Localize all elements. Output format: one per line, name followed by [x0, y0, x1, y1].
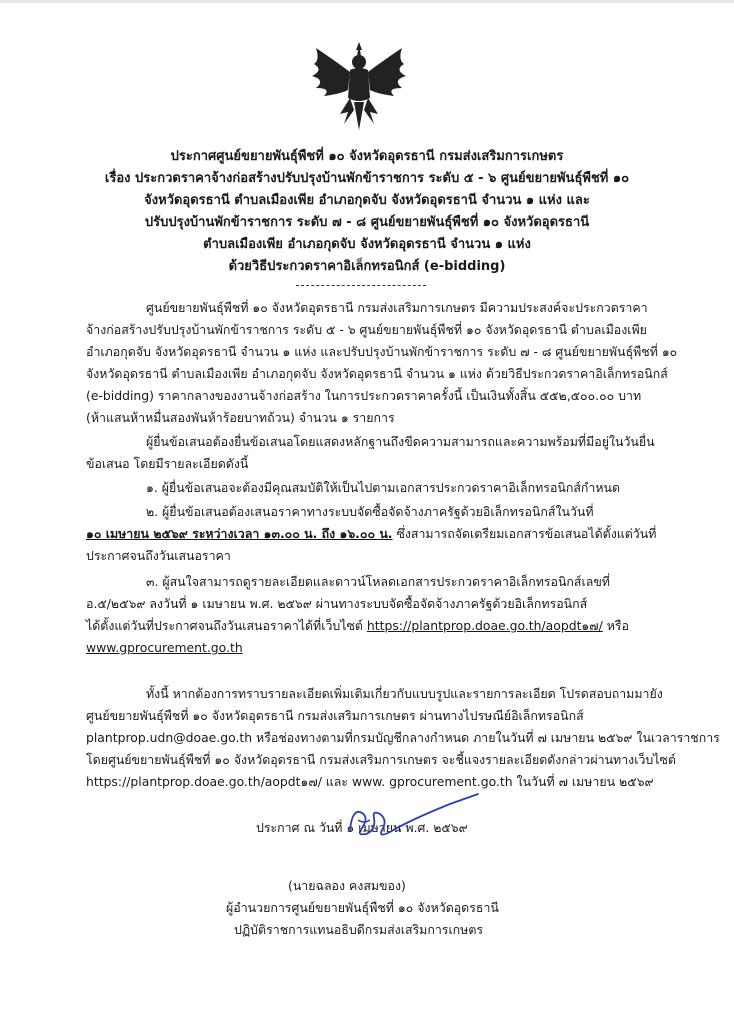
scan-edge [0, 0, 734, 3]
gprocurement-link[interactable]: www.gprocurement.go.th [86, 640, 243, 655]
garuda-emblem-icon [304, 40, 414, 132]
announce-date: ประกาศ ณ วันที่ ๑ เมษายน พ.ศ. ๒๕๖๙ [256, 820, 468, 835]
para1-line: อำเภอกุดจับ จังหวัดอุดรธานี จำนวน ๑ แห่ง และปรับปรุงบ้านพักข้าราชการ ระดับ ๗ - ๘ ศูนย์ขยายพันธุ์พืชที่ ๑๐ [86, 344, 678, 359]
item-2-line-2-rest: ซึ่งสามารถจัดเตรียมเอกสารข้อเสนอได้ตั้งแต่วันที่ [392, 526, 657, 541]
para3-line: plantprop.udn@doae.go.th หรือช่องทางตามที่กรมบัญชีกลางกำหนด ภายในวันที่ ๗ เมษายน ๒๕๖๙ ในเวลาราชการ [86, 730, 720, 745]
para3-line: ทั้งนี้ หากต้องการทราบรายละเอียดเพิ่มเติมเกี่ยวกับแบบรูปและรายการละเอียด โปรดสอบถามมายัง [146, 686, 663, 701]
para3-line: ศูนย์ขยายพันธุ์พืชที่ ๑๐ จังหวัดอุดรธานี กรมส่งเสริมการเกษตร ผ่านทางไปรษณีย์อิเล็กทรอนิกส์ [86, 708, 584, 723]
item-3-line-3 [86, 615, 629, 637]
item-2-line-2 [86, 523, 656, 545]
para1-line: จ้างก่อสร้างปรับปรุงบ้านพักข้าราชการ ระดับ ๕ - ๖ ศูนย์ขยายพันธุ์พืชที่ ๑๐ จังหวัดอุดรธานี ตำบลเมืองเพีย [86, 322, 647, 337]
item-2-line-1: ๒. ผู้ยื่นข้อเสนอต้องเสนอราคาทางระบบจัดซื้อจัดจ้างภาครัฐด้วยอิเล็กทรอนิกส์ในวันที่ [146, 504, 594, 519]
para3-line: โดยศูนย์ขยายพันธุ์พืชที่ ๑๐ จังหวัดอุดรธานี กรมส่งเสริมการเกษตร จะชี้แจงรายละเอียดดังกล่าวผ่านทางเว็บไซต์ [86, 752, 676, 767]
para3-line: https://plantprop.doae.go.th/aopdt๑๗/ และ www. gprocurement.go.th ในวันที่ ๗ เมษายน ๒๕๖๙ [86, 774, 654, 789]
para1-line: (ห้าแสนห้าหมื่นสองพันห้าร้อยบาทถ้วน) จำนวน ๑ รายการ [86, 410, 395, 425]
heading-line-2: เรื่อง ประกวดราคาจ้างก่อสร้างปรับปรุงบ้านพักข้าราชการ ระดับ ๕ - ๖ ศูนย์ขยายพันธุ์พืชที่ ๑๐ [104, 171, 630, 186]
para2-line: ผู้ยื่นข้อเสนอต้องยื่นข้อเสนอโดยแสดงหลักฐานถึงขีดความสามารถและความพร้อมที่มีอยู่ในวันยื่น [146, 434, 655, 449]
item-2-line-3: ประกาศจนถึงวันเสนอราคา [86, 548, 231, 563]
para1-line: ศูนย์ขยายพันธุ์พืชที่ ๑๐ จังหวัดอุดรธานี กรมส่งเสริมการเกษตร มีความประสงค์จะประกวดราคา [146, 300, 648, 315]
para1-line: (e-bidding) ราคากลางของงานจ้างก่อสร้าง ในการประกวดราคาครั้งนี้ เป็นเงินทั้งสิ้น ๕๕๒,๕๐๐.๐๐ บาท [86, 388, 642, 403]
plantprop-link[interactable]: https://plantprop.doae.go.th/aopdt๑๗/ [366, 618, 603, 633]
item-3-line-4 [86, 637, 243, 659]
heading-line-5: ตำบลเมืองเพีย อำเภอกุดจับ จังหวัดอุดรธานี จำนวน ๑ แห่ง [203, 237, 531, 252]
item-1: ๑. ผู้ยื่นข้อเสนอจะต้องมีคุณสมบัติให้เป็นไปตามเอกสารประกวดราคาอิเล็กทรอนิกส์กำหนด [146, 480, 621, 495]
item-3-line-3-text: ได้ตั้งแต่วันที่ประกาศจนถึงวันเสนอราคาได้ที่เว็บไซต์ [86, 618, 367, 633]
heading-line-3: จังหวัดอุดรธานี ตำบลเมืองเพีย อำเภอกุดจับ จังหวัดอุดรธานี จำนวน ๑ แห่ง และ [144, 193, 590, 208]
signer-position-2: ปฏิบัติราชการแทนอธิบดีกรมส่งเสริมการเกษตร [234, 922, 484, 937]
item-3-or: หรือ [602, 618, 629, 633]
para2-line: ข้อเสนอ โดยมีรายละเอียดดังนี้ [86, 456, 249, 471]
heading-line-4: ปรับปรุงบ้านพักข้าราชการ ระดับ ๗ - ๘ ศูนย์ขยายพันธุ์พืชที่ ๑๐ จังหวัดอุดรธานี [144, 215, 590, 230]
handwritten-signature-icon [330, 790, 480, 850]
heading-line-1: ประกาศศูนย์ขยายพันธุ์พืชที่ ๑๐ จังหวัดอุดรธานี กรมส่งเสริมการเกษตร [170, 149, 564, 164]
item-3-line-2: อ.๕/๒๕๖๙ ลงวันที่ ๑ เมษายน พ.ศ. ๒๕๖๙ ผ่านทางระบบจัดซื้อจัดจ้างภาครัฐด้วยอิเล็กทรอนิกส์ [86, 596, 588, 611]
signer-name: (นายฉลอง คงสมของ) [288, 878, 406, 893]
item-3-line-1: ๓. ผู้สนใจสามารถดูรายละเอียดและดาวน์โหลดเอกสารประกวดราคาอิเล็กทรอนิกส์เลขที่ [146, 574, 610, 589]
heading-line-6: ด้วยวิธีประกวดราคาอิเล็กทรอนิกส์ (e-bidding) [228, 259, 506, 274]
heading-divider [296, 285, 426, 286]
para1-line: จังหวัดอุดรธานี ตำบลเมืองเพีย อำเภอกุดจับ จังหวัดอุดรธานี จำนวน ๑ แห่ง ด้วยวิธีประกวดราคาอิเล็กทรอนิกส์ [86, 366, 668, 381]
bid-date-time: ๑๐ เมษายน ๒๕๖๙ ระหว่างเวลา ๑๓.๐๐ น. ถึง ๑๖.๐๐ น. [86, 526, 393, 541]
signer-position-1: ผู้อำนวยการศูนย์ขยายพันธุ์พืชที่ ๑๐ จังหวัดอุดรธานี [226, 900, 499, 915]
